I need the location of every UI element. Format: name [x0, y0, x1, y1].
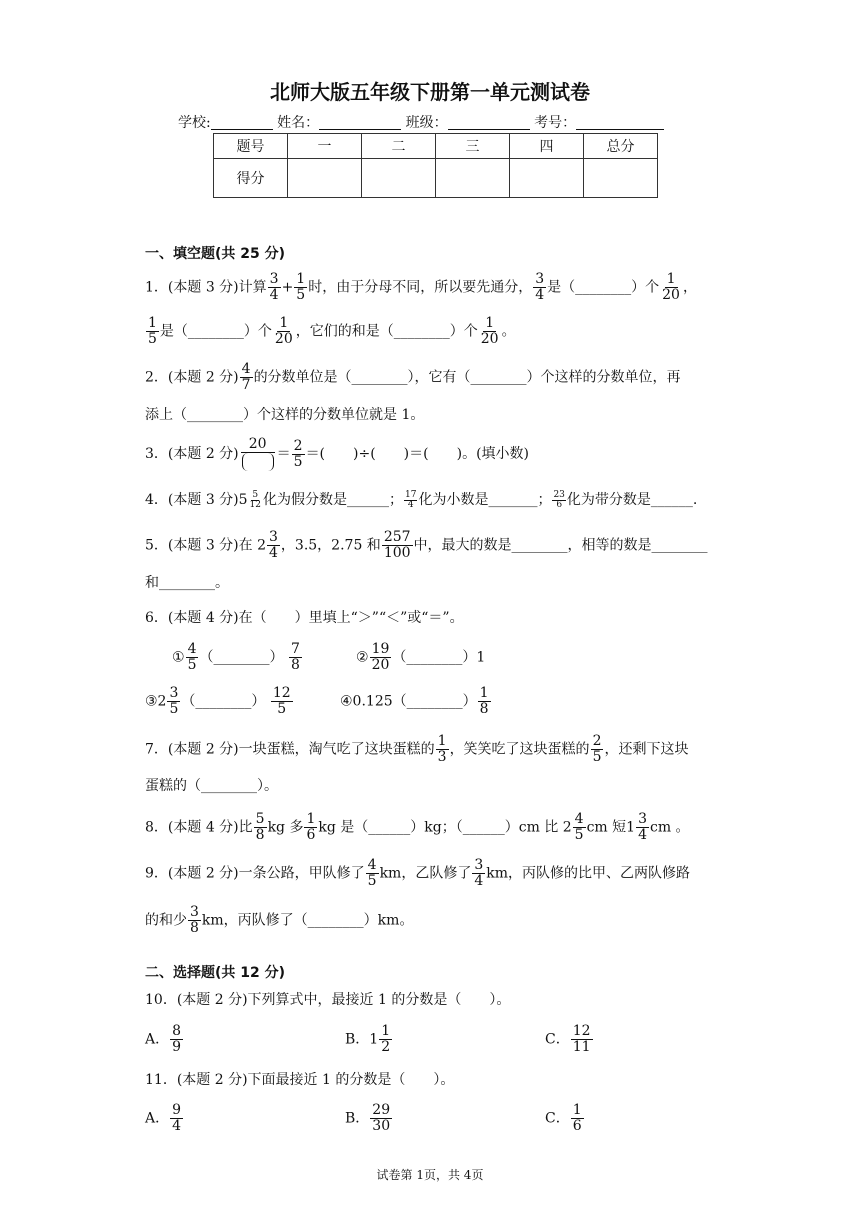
question-5-line-1: [145, 530, 708, 561]
score-cell[interactable]: [510, 159, 584, 198]
q1-text: 是（________）个: [159, 323, 272, 340]
fraction: $\frac{3}{4}$: [638, 811, 647, 843]
fraction: $\frac{3}{5}$: [169, 685, 179, 717]
question-11-option-c[interactable]: [545, 1103, 585, 1134]
question-8: [145, 812, 690, 843]
score-header-cell: 四: [510, 134, 584, 159]
question-10: 10．(本题 2 分)下列算式中，最接近 1 的分数是（ ）。: [145, 992, 511, 1008]
question-10-option-b[interactable]: [345, 1024, 393, 1055]
score-cell[interactable]: [288, 159, 362, 198]
fraction: $\frac{1}{6}$: [572, 1102, 582, 1134]
option-label: B．: [345, 1110, 370, 1127]
q5-text: 5．(本题 3 分)在 2: [145, 537, 266, 554]
q1-text: 是（________）个: [547, 279, 660, 296]
option-label: A．: [145, 1110, 170, 1127]
class-blank[interactable]: [448, 115, 530, 130]
q4-text: 化为小数是_______；: [418, 492, 552, 508]
exam-no-blank[interactable]: [576, 115, 664, 130]
q9-text: km，丙队修的比甲、乙两队修路: [486, 865, 691, 882]
q2-text: 2．(本题 2 分): [145, 369, 239, 386]
q6-text: 1: [476, 649, 486, 666]
fraction: $\frac{3}{8}$: [190, 904, 199, 936]
student-info-line: [178, 112, 664, 132]
name-blank[interactable]: [319, 115, 401, 130]
fraction: $\frac{4}{5}$: [574, 811, 584, 843]
fraction: $\frac{1}{2}$: [381, 1023, 391, 1055]
q1-text: 时，由于分母不同，所以要先通分，: [308, 279, 533, 296]
fraction: $\frac{1}{8}$: [479, 685, 489, 717]
score-header-row: [214, 134, 658, 159]
q7-text: 7．(本题 2 分)一块蛋糕，淘气吃了这块蛋糕的: [145, 741, 435, 758]
question-2-line-2: 添上（________）个这样的分数单位就是 1。: [145, 407, 425, 423]
q5-text: ，3.5，2.75 和: [280, 537, 381, 554]
fraction: $\frac{2}{5}$: [592, 733, 602, 765]
q2-text: 的分数单位是（________），它有（________）个这样的分数单位，再: [253, 369, 681, 386]
fraction: $\frac{2}{5}$: [293, 437, 303, 470]
fraction: $\frac{1}{20}$: [480, 315, 499, 347]
q1-text: ，它们的和是（________）个: [295, 323, 478, 340]
fraction: $\frac{3}{4}$: [269, 271, 279, 303]
option-label: C．: [545, 1110, 570, 1127]
q6-text: ③2: [145, 693, 167, 710]
question-3: [145, 437, 529, 471]
answer-paren[interactable]: [242, 453, 274, 471]
q3-text: ＝: [276, 446, 291, 462]
option-label: B．: [345, 1031, 370, 1048]
fraction: $\frac{9}{4}$: [172, 1102, 182, 1134]
q1-text: 。: [501, 323, 516, 340]
question-6-item-1: [172, 642, 303, 673]
score-header-cell: 总分: [584, 134, 658, 159]
fraction: $\frac{1}{5}$: [148, 315, 157, 347]
fraction: $\frac{3}{4}$: [269, 529, 278, 561]
option-label: C．: [545, 1031, 570, 1048]
page-title: 北师大版五年级下册第一单元测试卷: [270, 80, 590, 104]
question-5-line-2: 和________。: [145, 575, 229, 591]
q4-text: 化为带分数是______.: [566, 492, 698, 508]
question-2-line-1: [145, 362, 681, 393]
q9-text: 的和少: [145, 912, 187, 929]
fraction: $\frac{29}{30}$: [372, 1102, 391, 1134]
question-7-line-1: [145, 734, 688, 765]
fraction: $\frac{1}{5}$: [296, 271, 306, 303]
fraction: $\frac{4}{7}$: [241, 361, 251, 393]
q4-text: 4．(本题 3 分)5: [145, 492, 248, 508]
score-header-cell: 一: [288, 134, 362, 159]
q3-text: 3．(本题 2 分): [145, 446, 239, 462]
school-blank[interactable]: [211, 115, 273, 130]
fraction: $\frac{1}{20}$: [662, 271, 680, 303]
score-header-cell: 二: [362, 134, 436, 159]
q8-text: cm 短1: [586, 819, 636, 836]
question-1-line-2: [145, 316, 516, 347]
q7-text: ，还剩下这块: [604, 741, 689, 758]
q8-text: kg 是（______）kg；（______）cm 比 2: [318, 819, 572, 836]
fraction: $\frac{1}{3}$: [437, 733, 447, 765]
q1-text: 1．(本题 3 分)计算: [145, 279, 267, 296]
section-2-title: 二、选择题(共 12 分): [145, 965, 286, 981]
question-10-option-a[interactable]: [145, 1024, 184, 1055]
q6-text: （________）: [181, 693, 266, 710]
fraction: $\frac{1}{6}$: [306, 811, 316, 843]
q9-text: km，乙队修了: [379, 865, 472, 882]
score-cell[interactable]: [362, 159, 436, 198]
fraction: $\frac{19}{20}$: [371, 641, 390, 673]
q9-text: km，丙队修了（________）km。: [201, 912, 414, 929]
score-row-label: 得分: [214, 159, 288, 198]
question-6-item-3: [145, 686, 294, 717]
question-9-line-2: [145, 905, 413, 936]
question-6-item-4: [340, 686, 492, 717]
question-11: 11．(本题 2 分)下面最接近 1 的分数是（ ）。: [145, 1072, 455, 1088]
fraction: $\frac{7}{8}$: [290, 641, 300, 673]
name-label: 姓名：: [277, 115, 320, 131]
fraction: $\frac{4}{5}$: [187, 641, 197, 673]
q5-text: 中，最大的数是________，相等的数是________: [413, 537, 708, 554]
school-label: 学校:: [178, 115, 211, 131]
fraction: $\frac{23}{6}$: [553, 489, 565, 510]
q4-text: 化为假分数是______；: [263, 492, 403, 508]
fraction: $\frac{12}{5}$: [272, 685, 291, 717]
question-7-line-2: 蛋糕的（________）。: [145, 778, 278, 794]
q6-text: （________）: [199, 649, 284, 666]
fraction: $\frac{3}{4}$: [535, 271, 545, 303]
exam-no-label: 考号：: [534, 115, 577, 131]
fraction: $\frac{17}{4}$: [405, 489, 417, 510]
question-6: 6．(本题 4 分)在（ ）里填上“＞”“＜”或“＝”。: [145, 610, 464, 626]
question-4: [145, 490, 697, 510]
fraction: $\frac{3}{4}$: [474, 857, 484, 889]
score-header-cell: 三: [436, 134, 510, 159]
question-6-item-2: [356, 642, 485, 673]
q7-text: ，笑笑吃了这块蛋糕的: [449, 741, 590, 758]
fraction: $\frac{257}{100}$: [383, 529, 411, 561]
question-11-option-b[interactable]: [345, 1103, 393, 1134]
fraction: $\frac{12}{11}$: [572, 1023, 591, 1055]
q6-text: ②: [356, 649, 369, 666]
class-label: 班级：: [405, 115, 448, 131]
q8-text: cm 。: [649, 819, 690, 836]
option-label: A．: [145, 1031, 170, 1048]
q8-text: 8．(本题 4 分)比: [145, 819, 253, 836]
fraction: 20: [240, 437, 276, 471]
score-header-cell: 题号: [214, 134, 288, 159]
fraction: $\frac{8}{9}$: [172, 1023, 182, 1055]
score-cell[interactable]: [436, 159, 510, 198]
fraction: $\frac{5}{8}$: [255, 811, 265, 843]
question-9-line-1: [145, 858, 690, 889]
fraction: $\frac{1}{20}$: [274, 315, 293, 347]
fraction: $\frac{4}{5}$: [367, 857, 377, 889]
question-1-line-1: 1．(本题 3 分)计算 $\frac{3}{4}$ + $\frac{1}{5}$ 时，由于分母不同，所以要先通分， $\frac{3}{4}$ 是（________）个 $\frac{1}{20}$ ，: [145, 271, 697, 303]
q10-text: 1: [369, 1031, 379, 1048]
q1-text: ，: [682, 279, 697, 296]
q9-text: 9．(本题 2 分)一条公路，甲队修了: [145, 865, 365, 882]
score-table: [213, 133, 658, 198]
section-1-title: 一、填空题(共 25 分): [145, 246, 286, 262]
fraction: $\frac{5}{12}$: [249, 489, 261, 510]
q6-text: ④0.125（________）: [340, 693, 477, 710]
question-11-option-a[interactable]: [145, 1103, 184, 1134]
q3-text: ＝( )÷( )＝( )。(填小数): [305, 446, 529, 462]
score-cell[interactable]: [584, 159, 658, 198]
question-10-option-c[interactable]: [545, 1024, 594, 1055]
score-value-row: [214, 159, 658, 198]
q8-text: kg 多: [267, 819, 304, 836]
q6-text: （________）: [392, 649, 477, 666]
q6-text: ①: [172, 649, 185, 666]
page-footer: 试卷第 1页，共 4页: [376, 1168, 484, 1182]
